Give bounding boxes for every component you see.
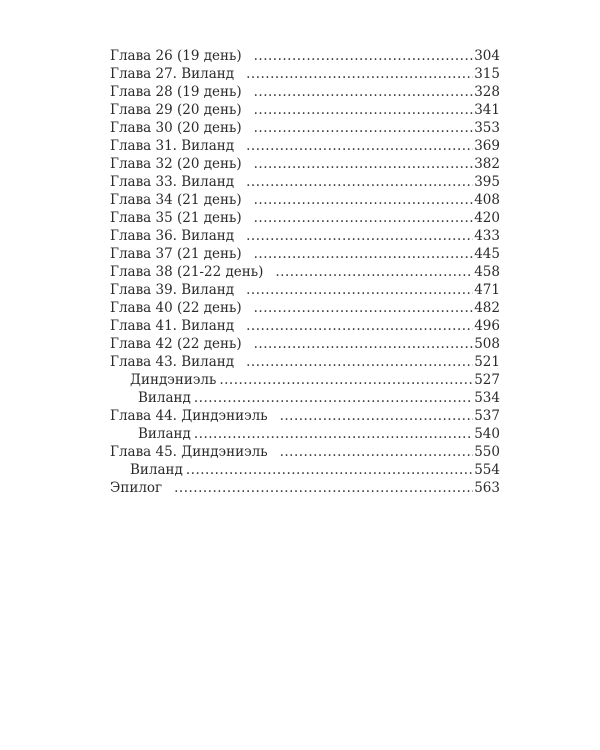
toc-entry-page: 445 [474, 246, 500, 262]
toc-entry-page: 395 [474, 174, 500, 190]
toc-entry-page: 304 [474, 48, 500, 64]
toc-entry-page: 408 [474, 192, 500, 208]
toc-entry-page: 482 [474, 300, 500, 316]
toc-entry-title: Эпилог [110, 480, 163, 496]
toc-entry-title: Глава 36. Виланд [110, 228, 235, 244]
dot-leader [246, 353, 473, 371]
toc-entry [110, 173, 500, 191]
dot-leader [254, 155, 474, 173]
toc-entry [110, 101, 500, 119]
toc-entry-title: Глава 35 (21 день) [110, 210, 242, 226]
toc-entry [110, 47, 500, 65]
toc-entry-page: 382 [474, 156, 500, 172]
toc-entry [110, 335, 500, 353]
toc-entry-page: 353 [474, 120, 500, 136]
toc-subentry [110, 389, 500, 407]
toc-entry [110, 191, 500, 209]
toc-entry [110, 407, 500, 425]
dot-leader [246, 137, 473, 155]
dot-leader [246, 65, 473, 83]
dot-leader [254, 191, 474, 209]
toc-entry-title: Глава 42 (22 день) [110, 336, 242, 352]
toc-entry [110, 353, 500, 371]
toc-entry-title: Виланд [138, 390, 191, 406]
toc-entry-title: Виланд [138, 426, 191, 442]
dot-leader [194, 425, 473, 443]
toc-entry [110, 227, 500, 245]
toc-entry-page: 458 [474, 264, 500, 280]
toc-entry-page: 537 [474, 408, 500, 424]
dot-leader [254, 83, 474, 101]
toc-entry [110, 317, 500, 335]
dot-leader [254, 209, 474, 227]
toc-subentry [110, 371, 500, 389]
toc-entry-page: 471 [474, 282, 500, 298]
dot-leader [254, 119, 474, 137]
toc-entry-title: Глава 30 (20 день) [110, 120, 242, 136]
toc-entry-title: Глава 40 (22 день) [110, 300, 242, 316]
toc-entry [110, 443, 500, 461]
dot-leader [246, 227, 473, 245]
dot-leader [275, 263, 473, 281]
toc-entry-page: 496 [474, 318, 500, 334]
toc-entry-title: Глава 43. Виланд [110, 354, 235, 370]
toc-entry-page: 341 [474, 102, 500, 118]
toc-entry-title: Глава 31. Виланд [110, 138, 235, 154]
toc-entry-page: 521 [474, 354, 500, 370]
toc-entry [110, 209, 500, 227]
toc-entry-page: 433 [474, 228, 500, 244]
dot-leader [254, 335, 474, 353]
toc-entry-page: 550 [474, 444, 500, 460]
toc-entry-page: 328 [474, 84, 500, 100]
dot-leader [194, 389, 473, 407]
toc-entry-page: 420 [474, 210, 500, 226]
toc-entry-title: Глава 45. Диндэниэль [110, 444, 268, 460]
toc-entry-title: Глава 29 (20 день) [110, 102, 242, 118]
toc-entry-title: Глава 28 (19 день) [110, 84, 242, 100]
toc-entry [110, 263, 500, 281]
toc-entry-title: Глава 38 (21-22 день) [110, 264, 264, 280]
dot-leader [254, 299, 474, 317]
dot-leader [246, 173, 473, 191]
toc-entry-page: 540 [474, 426, 500, 442]
toc-entry [110, 245, 500, 263]
toc-entry [110, 299, 500, 317]
toc-entry [110, 479, 500, 497]
toc-entry-title: Виланд [130, 462, 183, 478]
toc-entry [110, 83, 500, 101]
dot-leader [254, 101, 474, 119]
dot-leader [254, 47, 474, 65]
dot-leader [254, 245, 474, 263]
toc-entry-page: 369 [474, 138, 500, 154]
toc-entry-page: 527 [474, 372, 500, 388]
toc-entry-page: 508 [474, 336, 500, 352]
toc-entry-page: 315 [474, 66, 500, 82]
toc-entry-title: Глава 34 (21 день) [110, 192, 242, 208]
toc-entry-title: Глава 33. Виланд [110, 174, 235, 190]
toc-entry [110, 65, 500, 83]
toc-entry [110, 119, 500, 137]
toc-entry-title: Глава 27. Виланд [110, 66, 235, 82]
dot-leader [174, 479, 473, 497]
toc-entry-title: Диндэниэль [130, 372, 217, 388]
toc-entry-title: Глава 32 (20 день) [110, 156, 242, 172]
dot-leader [186, 461, 473, 479]
toc-entry-page: 554 [474, 462, 500, 478]
toc-entry-title: Глава 37 (21 день) [110, 246, 242, 262]
toc-subentry [110, 461, 500, 479]
toc-entry [110, 281, 500, 299]
toc-entry-page: 563 [474, 480, 500, 496]
dot-leader [280, 407, 474, 425]
toc-entry-title: Глава 44. Диндэниэль [110, 408, 268, 424]
toc-entry-title: Глава 26 (19 день) [110, 48, 242, 64]
table-of-contents [110, 47, 500, 497]
toc-entry [110, 155, 500, 173]
toc-subentry [110, 425, 500, 443]
dot-leader [246, 281, 473, 299]
dot-leader [219, 371, 473, 389]
toc-entry-title: Глава 41. Виланд [110, 318, 235, 334]
toc-entry-page: 534 [474, 390, 500, 406]
toc-entry [110, 137, 500, 155]
toc-entry-title: Глава 39. Виланд [110, 282, 235, 298]
dot-leader [246, 317, 473, 335]
dot-leader [280, 443, 474, 461]
